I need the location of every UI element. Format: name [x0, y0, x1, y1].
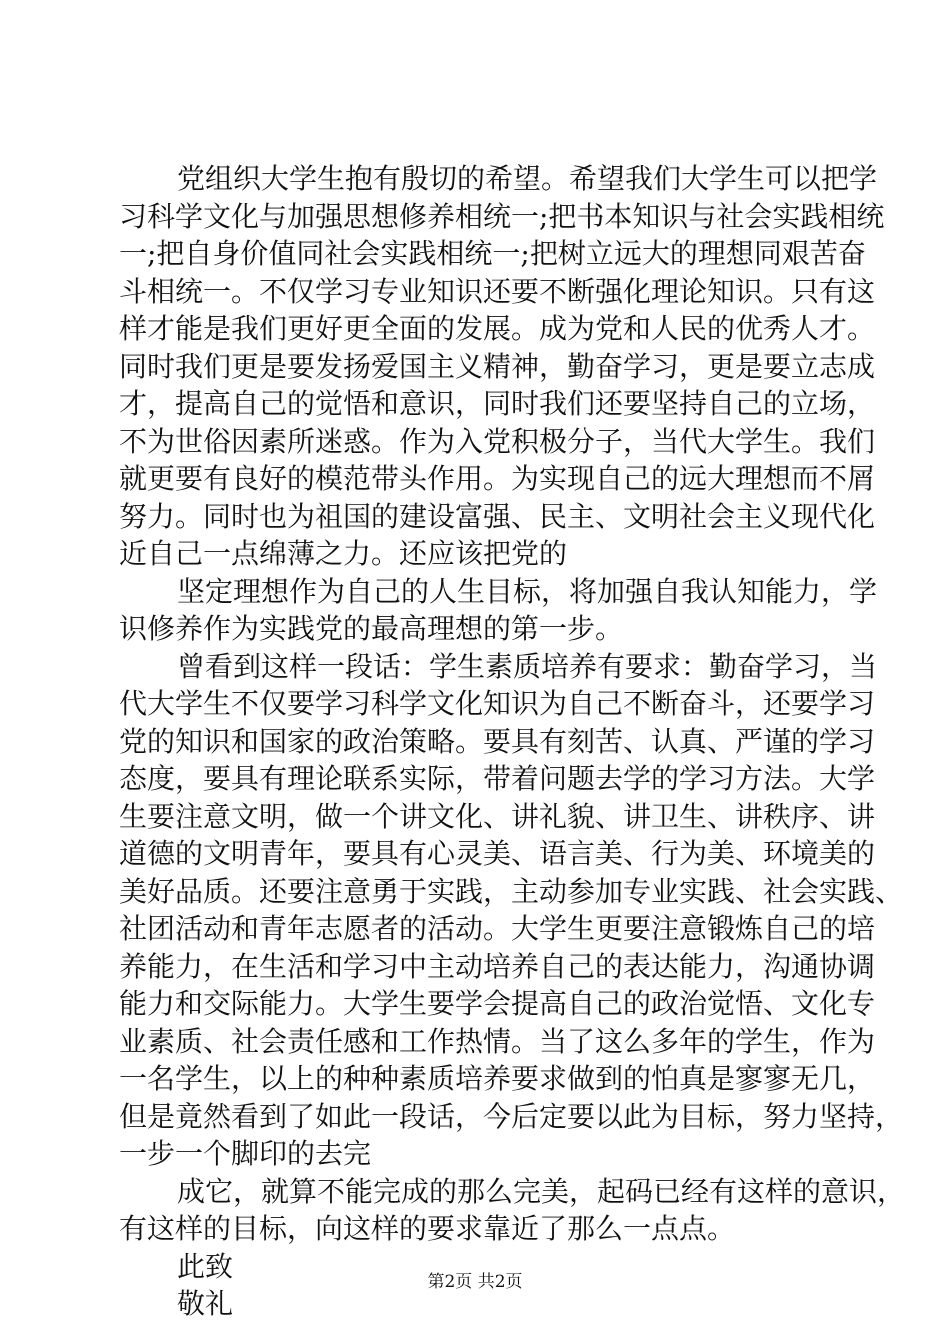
- text-line: 识修养作为实践党的最高理想的第一步。: [119, 612, 624, 645]
- text-line: 社团活动和青年志愿者的活动。大学生更要注意锻炼自己的培: [119, 912, 876, 945]
- text-line: 一名学生，以上的种种素质培养要求做到的怕真是寥寥无几，: [119, 1062, 876, 1095]
- text-line: 业素质、社会责任感和工作热情。当了这么多年的学生，作为: [119, 1024, 876, 1058]
- text-line: 态度，要具有理论联系实际，带着问题去学的学习方法。大学: [119, 762, 876, 795]
- text-line: 习科学文化与加强思想修养相统一;把书本知识与社会实践相统: [119, 199, 885, 233]
- text-line: 生要注意文明，做一个讲文化、讲礼貌、讲卫生、讲秩序、讲: [119, 799, 876, 833]
- text-line: 此致: [177, 1249, 234, 1283]
- text-line: 斗相统一。不仅学习专业知识还要不断强化理论知识。只有这: [119, 274, 876, 308]
- text-line: 代大学生不仅要学习科学文化知识为自己不断奋斗，还要学习: [119, 687, 876, 720]
- text-line: 才，提高自己的觉悟和意识，同时我们还要坚持自己的立场，: [119, 387, 876, 420]
- page-footer: 第2页 共2页: [427, 1272, 523, 1292]
- text-line: 努力。同时也为祖国的建设富强、民主、文明社会主义现代化: [119, 499, 876, 533]
- text-line: 美好品质。还要注意勇于实践，主动参加专业实践、社会实践、: [119, 874, 904, 908]
- text-line: 一步一个脚印的去完: [119, 1137, 372, 1170]
- text-line: 但是竟然看到了如此一段话，今后定要以此为目标，努力坚持，: [119, 1099, 904, 1133]
- text-line: 就更要有良好的模范带头作用。为实现自己的远大理想而不屑: [119, 462, 876, 495]
- text-line: 有这样的目标，向这样的要求靠近了那么一点点。: [119, 1212, 736, 1245]
- text-line: 成它，就算不能完成的那么完美，起码已经有这样的意识，: [177, 1174, 906, 1208]
- text-line: 能力和交际能力。大学生要学会提高自己的政治觉悟、文化专: [119, 987, 876, 1020]
- text-line: 党组织大学生抱有殷切的希望。希望我们大学生可以把学: [177, 162, 878, 195]
- letter-body: [119, 160, 906, 1323]
- text-line: 近自己一点绵薄之力。还应该把党的: [119, 537, 568, 570]
- text-line: 党的知识和国家的政治策略。要具有刻苦、认真、严谨的学习: [119, 724, 876, 758]
- text-line: 敬礼: [177, 1287, 234, 1320]
- text-line: 一;把自身价值同社会实践相统一;把树立远大的理想同艰苦奋: [119, 237, 866, 270]
- text-line: 道德的文明青年，要具有心灵美、语言美、行为美、环境美的: [119, 837, 876, 870]
- text-line: 养能力，在生活和学习中主动培养自己的表达能力，沟通协调: [119, 949, 876, 983]
- text-line: 样才能是我们更好更全面的发展。成为党和人民的优秀人才。: [119, 312, 876, 345]
- text-line: 坚定理想作为自己的人生目标，将加强自我认知能力，学: [177, 574, 878, 608]
- text-line: 同时我们更是要发扬爱国主义精神，勤奋学习，更是要立志成: [119, 349, 876, 383]
- text-line: 不为世俗因素所迷惑。作为入党积极分子，当代大学生。我们: [119, 424, 876, 458]
- text-line: 曾看到这样一段话：学生素质培养有要求：勤奋学习，当: [177, 649, 878, 683]
